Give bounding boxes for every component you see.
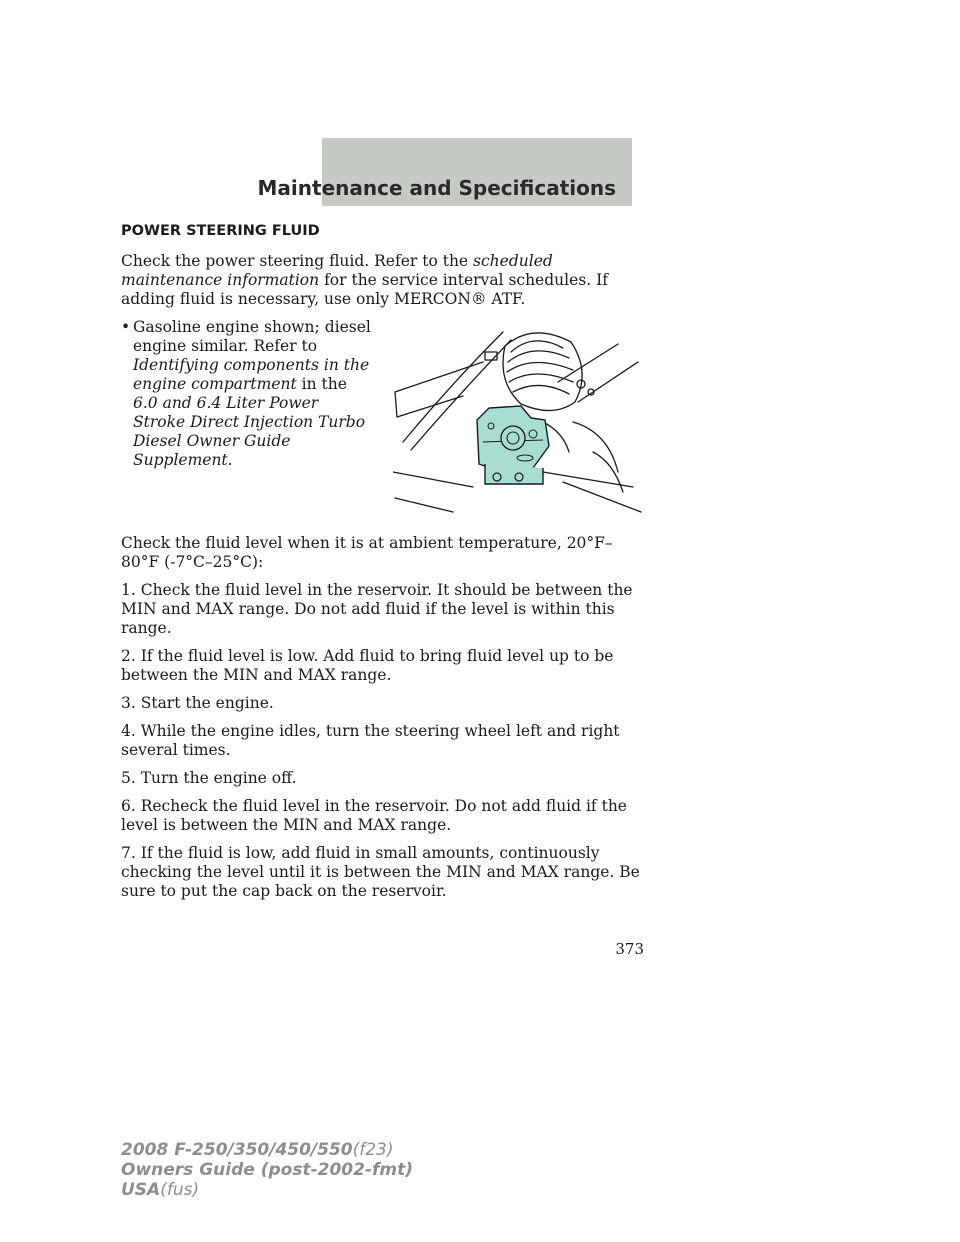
footer-line-3 xyxy=(121,1180,413,1200)
step-6: 6. Recheck the fluid level in the reservoir. Do not add fluid if the level is between the MIN and MAX range. xyxy=(121,797,627,834)
page-number: 373 xyxy=(615,940,644,958)
bullet-reference-1: Identifying components in the engine compartment xyxy=(133,356,370,393)
page-content xyxy=(121,222,641,910)
intro-text-b: for the service interval schedules. If adding fluid is necessary, use only MERCON® ATF. xyxy=(121,271,608,308)
bullet-item xyxy=(121,318,371,470)
ambient-temperature-note: Check the fluid level when it is at ambient temperature, 20°F–80°F (-7°C–25°C): xyxy=(121,534,613,571)
intro-reference: scheduled maintenance information xyxy=(121,252,553,289)
document-footer xyxy=(121,1140,413,1200)
step-7: 7. If the fluid is low, add fluid in small amounts, continuously checking the level until it is between the MIN and MAX range. Be sure to put the cap back on the reservoir. xyxy=(121,844,640,900)
intro-text-a: Check the power steering fluid. Refer to the xyxy=(121,252,469,270)
step-4: 4. While the engine idles, turn the steering wheel left and right several times. xyxy=(121,722,620,759)
step-2: 2. If the fluid level is low. Add fluid to bring fluid level up to be between the MIN and MAX range. xyxy=(121,647,614,684)
footer-model-code: (f23) xyxy=(352,1140,394,1160)
section-header-title: Maintenance and Specifications xyxy=(257,176,616,200)
bullet-reference-2: 6.0 and 6.4 Liter Power Stroke Direct Injection Turbo Diesel Owner Guide Supplement xyxy=(133,394,366,469)
bullet-text-end: . xyxy=(227,451,233,469)
power-steering-reservoir-illustration xyxy=(393,322,645,522)
footer-market: USA xyxy=(121,1180,161,1200)
step-5: 5. Turn the engine off. xyxy=(121,769,297,787)
footer-market-code: (fus) xyxy=(160,1180,200,1200)
footer-model: 2008 F-250/350/450/550 xyxy=(121,1140,353,1160)
bullet-row xyxy=(121,318,641,526)
section-title: POWER STEERING FLUID xyxy=(121,223,320,239)
footer-line-2: Owners Guide (post-2002-fmt) xyxy=(121,1160,414,1180)
step-1: 1. Check the fluid level in the reservoir. It should be between the MIN and MAX range. Do not add fluid if the level is within this range. xyxy=(121,581,633,637)
footer-line-1 xyxy=(121,1140,413,1160)
header-band xyxy=(257,138,632,206)
bullet-text-a: Gasoline engine shown; diesel engine similar. Refer to xyxy=(133,318,371,355)
step-3: 3. Start the engine. xyxy=(121,694,274,712)
bullet-dot-icon: • xyxy=(121,318,131,336)
bullet-text-mid: in the xyxy=(301,375,347,393)
intro-paragraph xyxy=(121,252,641,309)
